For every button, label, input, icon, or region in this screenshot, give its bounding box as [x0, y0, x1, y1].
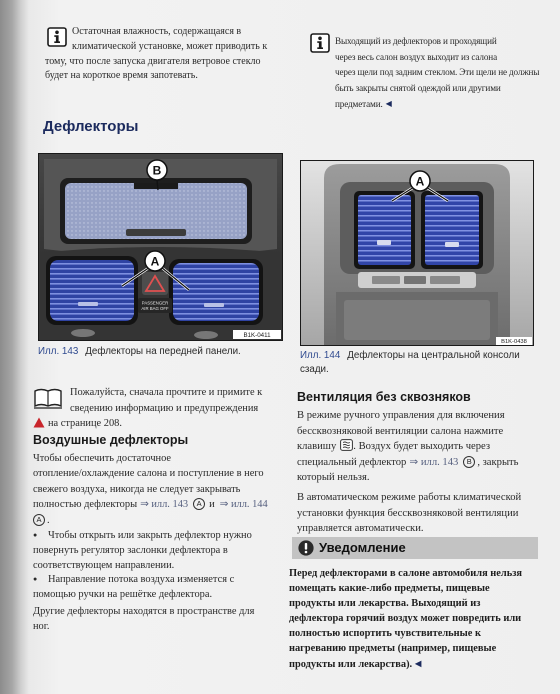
warning-triangle-icon	[33, 417, 45, 428]
callout-reference: B	[463, 456, 475, 468]
left-vent-grille	[358, 195, 411, 265]
bullet-line: повернуть регулятор заслонки дефлектора в	[33, 545, 228, 556]
callout-reference: A	[33, 514, 45, 526]
paragraph-line: В режиме ручного управления для включения	[297, 410, 505, 421]
exclamation-circle-icon	[298, 540, 314, 556]
paragraph-line: который нельзя.	[297, 472, 370, 483]
end-mark: ◀	[385, 99, 392, 108]
note-air-exit	[335, 34, 539, 113]
draft-free-key-icon	[340, 439, 353, 451]
paragraph-line: В автоматическом режиме работы климатической	[297, 492, 522, 503]
right-vent-grille	[173, 263, 259, 321]
right-vent-grille	[425, 195, 479, 265]
caption-text: Дефлекторы на передней панели.	[85, 346, 241, 357]
paragraph-line	[297, 439, 519, 455]
note-line: быть закрыты снятой одеждой или другими	[335, 82, 501, 93]
figure-143-dashboard-deflectors	[38, 153, 283, 341]
info-icon-dot	[318, 37, 322, 41]
figure-143-caption	[38, 345, 241, 359]
paragraph-line: управляется автоматически.	[297, 523, 424, 534]
note-line: Остаточная влажность, содержащаяся в	[72, 26, 242, 37]
notice-line: помещать какие-либо предметы, пищевые	[289, 583, 490, 594]
control-button	[430, 276, 460, 284]
info-icon-dot	[55, 31, 59, 35]
callout-a-letter: A	[415, 174, 425, 189]
figure-reference: ⇒ илл. 143	[140, 499, 189, 511]
caption-line	[300, 349, 520, 363]
bullet-item	[33, 572, 234, 602]
info-icon	[47, 27, 67, 47]
notice-line-text: продукты или лекарства).	[289, 659, 413, 670]
figure-reference: ⇒ илл. 144	[219, 499, 268, 511]
notice-line	[289, 656, 522, 672]
notice-title: Уведомление	[319, 540, 406, 555]
automatic-mode-paragraph	[297, 490, 521, 537]
bullet-line	[33, 572, 234, 587]
other-vents-paragraph	[33, 604, 254, 634]
note-line	[335, 96, 539, 113]
notice-line: дефлектора горячий воздух может повредить или	[289, 613, 522, 624]
bullet-line: помощью ручки на решётке дефлектора.	[33, 589, 213, 600]
paragraph-text: .	[47, 514, 50, 526]
callout-b-letter: B	[152, 163, 162, 178]
control-button	[372, 276, 400, 284]
callout-a-letter: A	[150, 254, 160, 269]
figure-number: Илл. 143	[38, 346, 79, 357]
paragraph-line: ног.	[33, 621, 50, 632]
end-mark: ◀	[415, 659, 422, 668]
read-first-line: сведению информацию и предупреждения	[70, 402, 259, 414]
figure-reference: ⇒ илл. 143	[409, 456, 459, 468]
read-first-line	[33, 416, 262, 432]
bullet-dot: ●	[33, 575, 38, 583]
notice-line: Перед дефлекторами в салоне автомобиля нельзя	[289, 568, 523, 579]
paragraph-line: свежего воздуха, никогда не следует закрывать	[33, 483, 241, 495]
figure-144-caption	[300, 349, 520, 377]
paragraph-line: бессквозняковой вентиляции салона нажмите	[297, 425, 504, 437]
dash-knob	[71, 329, 95, 337]
bullet-line: соответствующем направлении.	[33, 560, 175, 571]
conjunction: и	[209, 499, 215, 511]
notice-line: нагреванию предметы (например, пищевые	[289, 643, 497, 654]
draft-free-paragraph	[297, 408, 519, 486]
figure-number: Илл. 144	[300, 350, 341, 361]
notice-line: полностью испортить чувствительные к	[289, 628, 481, 639]
read-first-notice	[33, 385, 262, 432]
air-vents-paragraph	[33, 451, 271, 528]
airbag-label-line: AIR BAG OFF	[141, 306, 169, 311]
control-button	[404, 276, 426, 284]
bullet-text: Чтобы открыть или закрыть дефлектор нужно	[48, 530, 252, 541]
note-line: будет на короткое время запотевать.	[45, 70, 198, 82]
read-first-text: на странице 208.	[48, 418, 122, 429]
paragraph-text: . Воздух будет выходить через	[353, 441, 491, 452]
right-vent-knob	[445, 242, 459, 247]
notice-icon-bar	[305, 543, 307, 550]
warning-triangle-shape	[34, 418, 45, 428]
right-vent-knob	[204, 303, 224, 307]
lower-compartment-lid	[344, 300, 490, 340]
figure-code: B1K-0438	[501, 339, 527, 346]
note-line: через весь салон воздух выходит из салона	[335, 51, 497, 62]
caption-line	[38, 345, 241, 359]
dash-knob	[194, 331, 218, 339]
paragraph-line: установки функция бессквозняковой вентиляции	[297, 507, 519, 519]
note-line: Выходящий из дефлекторов и проходящий	[335, 36, 497, 46]
read-first-line: Пожалуйста, сначала прочтите и примите к	[70, 387, 263, 398]
note-residual-moisture	[45, 25, 267, 84]
left-vent-knob	[78, 302, 98, 306]
bullet-dot: ●	[33, 531, 38, 539]
bullet-text: Направление потока воздуха изменяется с	[48, 574, 235, 585]
notice-header	[292, 537, 538, 559]
heading-air-vents: Воздушные дефлекторы	[33, 433, 189, 447]
note-line: климатической установке, может приводить к	[72, 40, 268, 52]
paragraph-line	[33, 513, 271, 528]
bullet-line	[33, 528, 252, 543]
sensor-strip	[126, 229, 186, 236]
book-icon	[33, 387, 63, 409]
paragraph-text: специальный дефлектор	[297, 456, 407, 468]
left-vent-knob	[377, 240, 391, 245]
note-line-text: предметами.	[335, 99, 383, 109]
left-vent-grille	[50, 260, 134, 321]
defrost-center-slot	[134, 183, 178, 189]
paragraph-text: клавишу	[297, 441, 337, 452]
notice-line: продукты или лекарства. Выходящий из	[289, 598, 481, 609]
paragraph-line: отопление/охлаждение салона и поступление в него	[33, 468, 264, 480]
caption-line: сзади.	[300, 364, 329, 375]
callout-reference: A	[193, 498, 205, 510]
notice-icon-dot	[305, 551, 308, 554]
bullet-item	[33, 528, 252, 573]
heading-draft-free-ventilation: Вентиляция без сквозняков	[297, 390, 471, 404]
paragraph-text: , закрыть	[477, 456, 519, 468]
section-title: Дефлекторы	[43, 118, 139, 135]
paragraph-line	[33, 497, 271, 512]
airbag-label-line: PASSENGER	[141, 300, 169, 306]
figure-code: B1K-0411	[243, 332, 271, 339]
note-line: через щели под задним стеклом. Эти щели не должны	[335, 67, 540, 77]
notice-body	[289, 566, 522, 672]
note-line: тому, что после запуска двигателя ветровое стекло	[45, 55, 261, 67]
caption-text: Дефлекторы на центральной консоли	[347, 350, 520, 361]
paragraph-text: полностью дефлекторы	[33, 499, 138, 511]
paragraph-line: Другие дефлекторы находятся в пространстве для	[33, 606, 255, 617]
figure-144-rear-console-deflectors	[300, 160, 534, 346]
info-icon	[310, 33, 330, 53]
paragraph-line: Чтобы обеспечить достаточное	[33, 453, 172, 464]
paragraph-line	[297, 455, 519, 471]
